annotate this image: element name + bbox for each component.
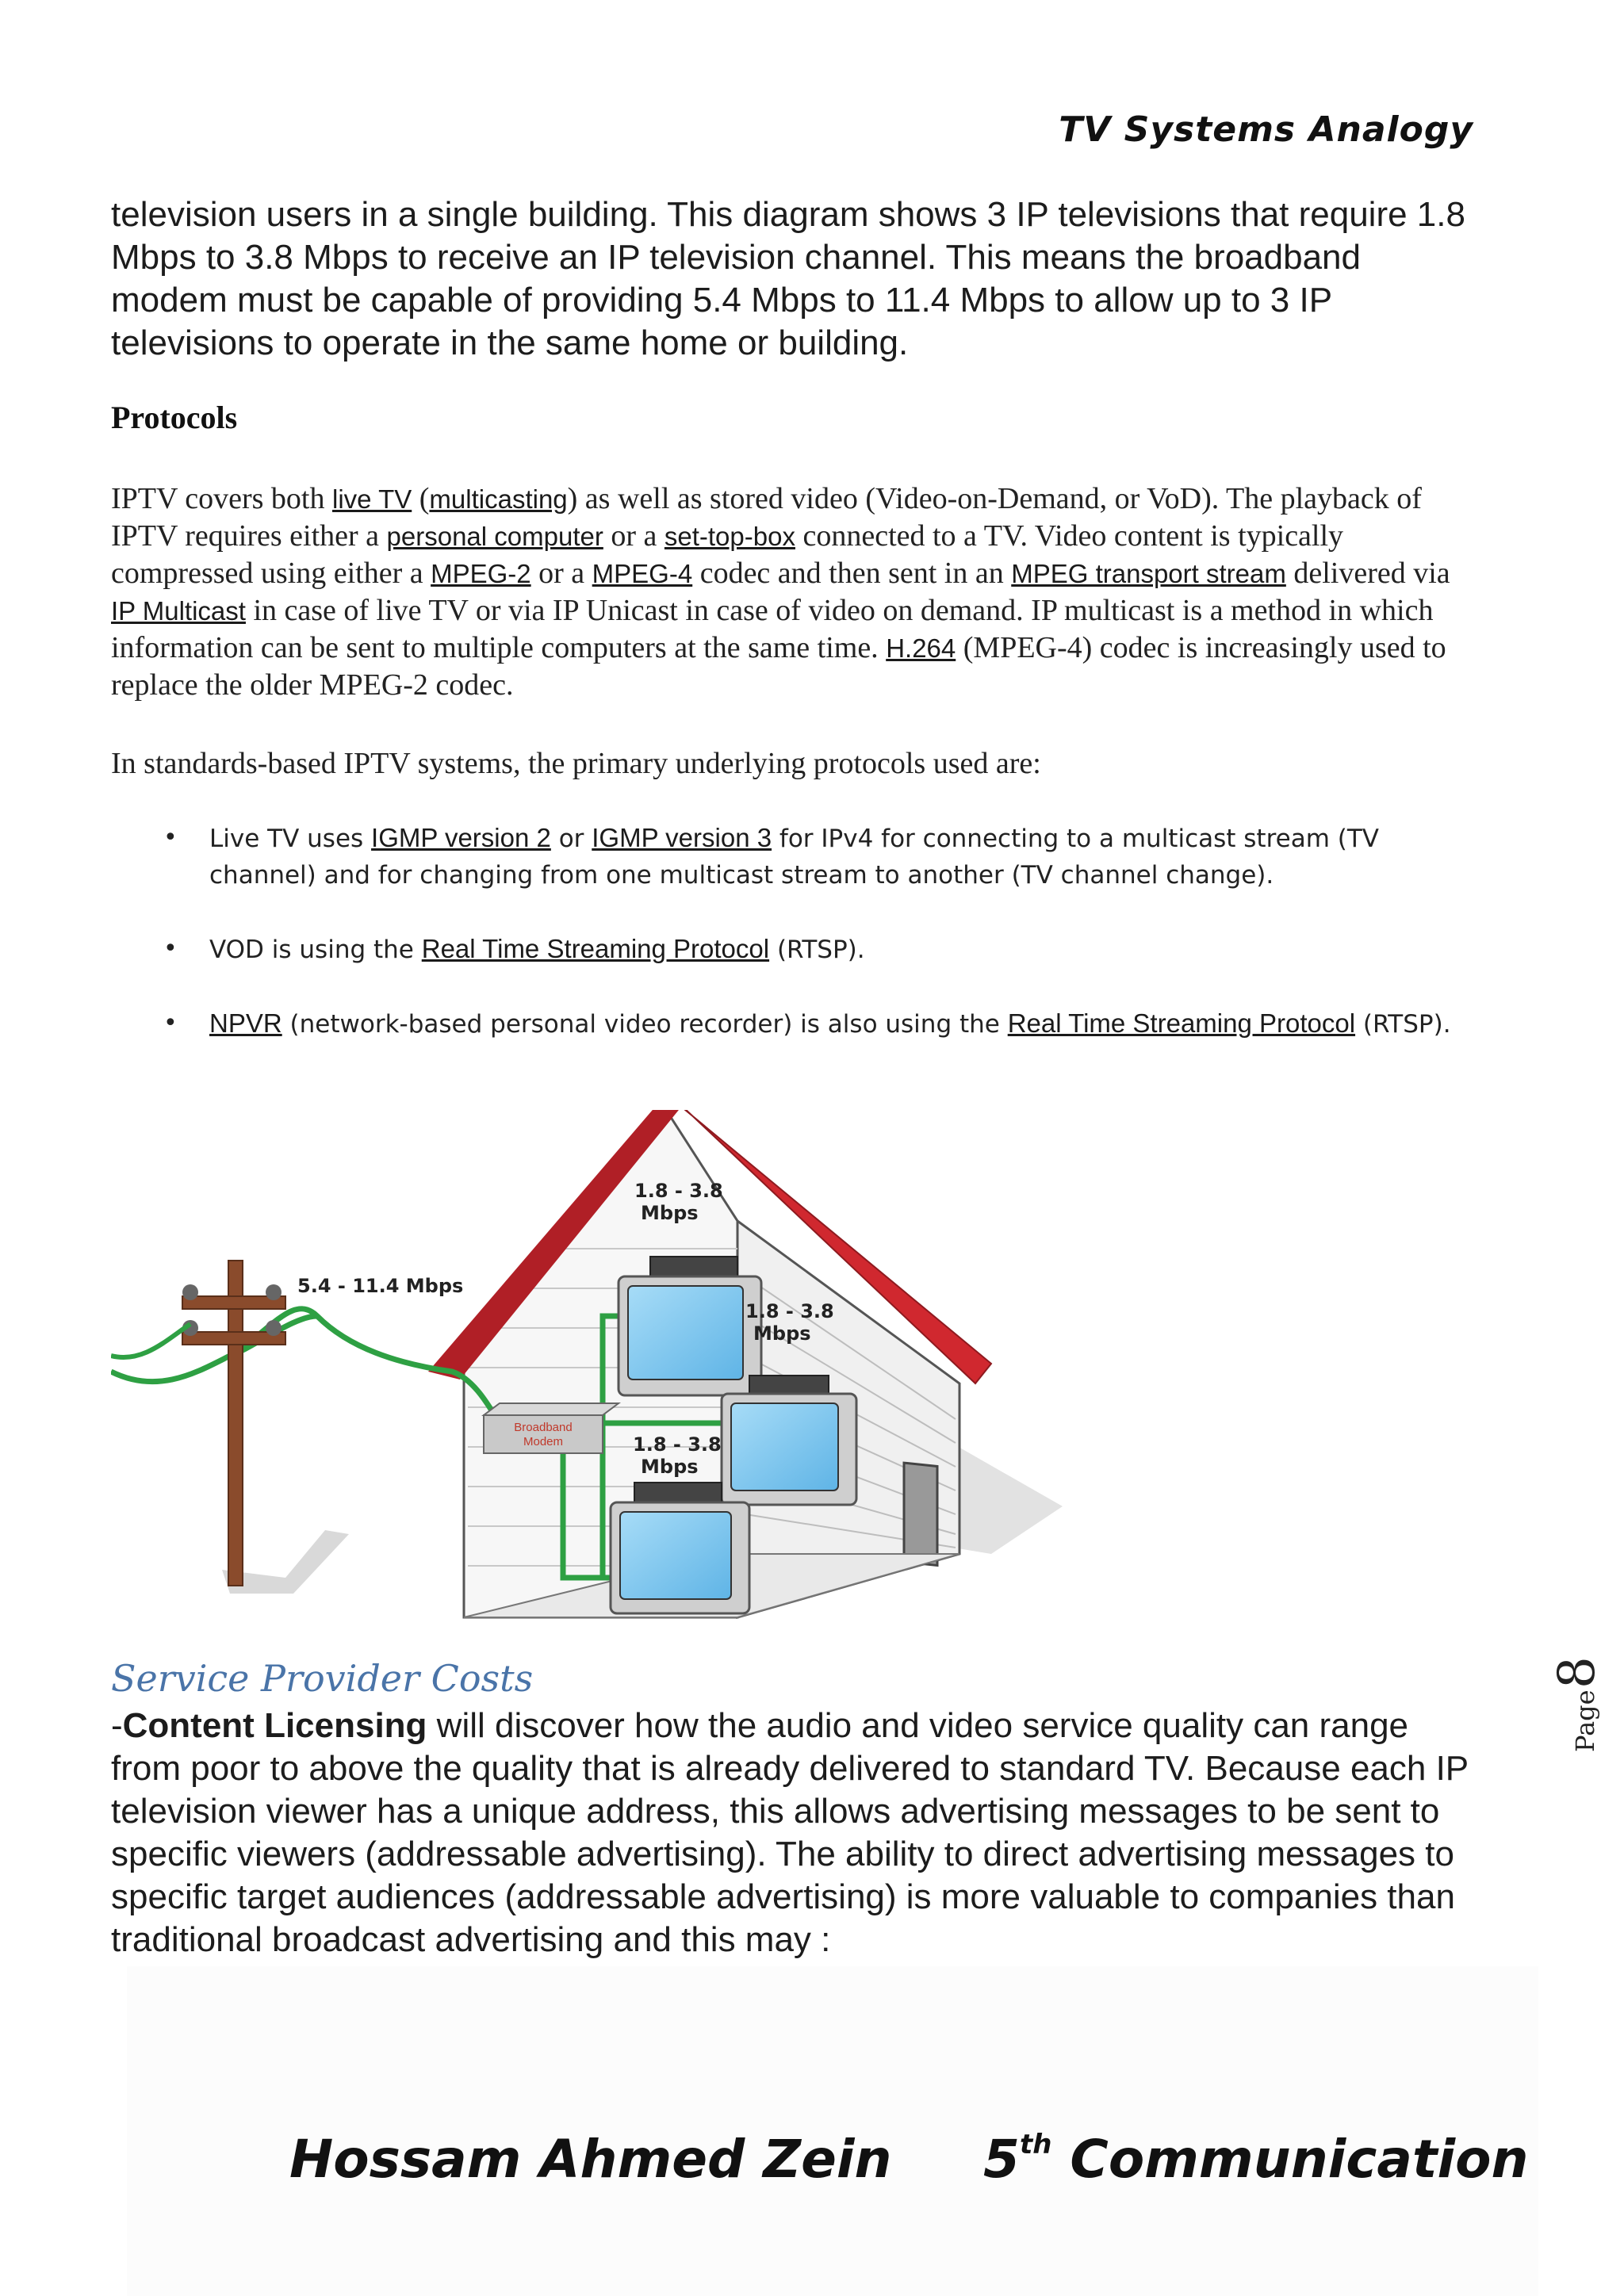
text: th [1019, 2129, 1052, 2160]
text: VOD is using the [209, 936, 422, 964]
link-mpeg-4[interactable]: MPEG-4 [592, 559, 693, 588]
text: will discover how the audio and video service quality can range from poor to above the quality that is already delivered to standard TV. Because each IP television viewer has a unique address, this allows advertising messages to be sent to specific viewers (addressable advertising). The ability to direct advertising messages to specific target audiences (addressable advertising) is more valuable to companies than traditional broadcast advertising and this may : [111, 1706, 1469, 1959]
intro-paragraph: television users in a single building. This diagram shows 3 IP televisions that require 1.8 Mbps to 3.8 Mbps to receive an IP television channel. This means the broadband modem must be capable of providing 5.4 Mbps to 11.4 Mbps to allow up to 3 IP televisions to operate in the same home or building. [111, 195, 1465, 362]
text: ( [412, 482, 430, 515]
text: delivered via [1285, 557, 1450, 590]
utility-pole [182, 1261, 285, 1586]
list-item [159, 820, 1491, 894]
link-npvr[interactable]: NPVR [209, 1008, 282, 1038]
text: or [550, 825, 592, 853]
bullet-icon: • [163, 824, 178, 851]
list-item [159, 1005, 1491, 1043]
page-label: Page [1570, 1689, 1600, 1752]
pole-rate-label: 5.4 - 11.4 Mbps [297, 1275, 464, 1297]
text: in case of live TV or via IP Unicast in case of video on demand. IP multicast is a method in which information can be sent to multiple computers at the same time. [111, 594, 1434, 664]
pole-cable [111, 1324, 190, 1357]
link-multicasting[interactable]: multicasting [429, 484, 568, 514]
standards-paragraph: In standards-based IPTV systems, the primary underlying protocols used are: [111, 747, 1041, 780]
link-set-top-box[interactable]: set-top-box [664, 522, 795, 551]
text: for IPv4 for connecting to a multicast stream (TV channel) and for changing from one multicast stream to another (TV channel change). [209, 825, 1379, 890]
link-mpeg-transport-stream[interactable]: MPEG transport stream [1011, 559, 1286, 588]
footer-author: Hossam Ahmed Zein [289, 2129, 892, 2190]
link-mpeg-2[interactable]: MPEG-2 [431, 559, 531, 588]
text: - [111, 1706, 123, 1745]
house-shadow [944, 1443, 1063, 1554]
iptv-house-diagram [111, 1110, 1071, 1625]
text: (RTSP). [1355, 1010, 1451, 1039]
link-personal-computer[interactable]: personal computer [386, 522, 603, 551]
text: connected to a TV. Video content is typically compressed using either a [111, 519, 1344, 590]
header-title: TV Systems Analogy [1059, 109, 1473, 150]
footer-class [983, 2129, 1528, 2190]
text: ) as well as stored video (Video-on-Demand, or VoD). The playback of IPTV requires either a [111, 482, 1422, 553]
text: codec and then sent in an [692, 557, 1012, 590]
tv2-rate-line1: 1.8 - 3.8 [745, 1300, 834, 1322]
text: Communication [1051, 2129, 1529, 2190]
text: (RTSP). [769, 936, 865, 964]
tv1-rate-line2: Mbps [641, 1202, 699, 1224]
ip-tv-1 [619, 1257, 761, 1395]
text: IPTV covers both [111, 482, 332, 515]
bullet-icon: • [163, 935, 178, 962]
broadband-modem [484, 1403, 619, 1453]
ip-tv-2 [722, 1376, 856, 1505]
protocol-list [159, 820, 1491, 1080]
link-rtsp[interactable]: Real Time Streaming Protocol [1007, 1008, 1356, 1038]
tv3-rate-line2: Mbps [641, 1456, 699, 1478]
modem-label-line1: Broadband [514, 1421, 573, 1434]
link-igmp-v2[interactable]: IGMP version 2 [371, 823, 551, 852]
link-h264[interactable]: H.264 [886, 633, 956, 663]
page-number-value: 8 [1548, 1656, 1607, 1689]
protocols-heading: Protocols [111, 400, 238, 435]
service-provider-costs-heading: Service Provider Costs [111, 1657, 534, 1700]
ip-tv-3 [611, 1483, 749, 1613]
tv3-rate-line1: 1.8 - 3.8 [633, 1433, 722, 1456]
text: or a [530, 557, 592, 590]
link-live-tv[interactable]: live TV [332, 484, 412, 514]
text: Live TV uses [209, 825, 372, 853]
list-item [159, 931, 1491, 968]
page-number [1530, 1641, 1618, 1760]
text: (network-based personal video recorder) is also using the [282, 1010, 1008, 1039]
text: 5 [983, 2129, 1020, 2190]
tv2-rate-line2: Mbps [753, 1322, 811, 1345]
service-paragraph [111, 1705, 1483, 1961]
text: (MPEG-4) codec is increasingly used to replace the older MPEG-2 codec. [111, 631, 1446, 702]
side-window [904, 1463, 937, 1565]
link-ip-multicast[interactable]: IP Multicast [111, 596, 246, 626]
link-rtsp[interactable]: Real Time Streaming Protocol [421, 934, 770, 963]
modem-label-line2: Modem [523, 1435, 564, 1448]
bullet-icon: • [163, 1009, 178, 1037]
iptv-paragraph [111, 480, 1475, 704]
link-igmp-v3[interactable]: IGMP version 3 [592, 823, 772, 852]
tv1-rate-line1: 1.8 - 3.8 [634, 1180, 723, 1202]
text: or a [603, 519, 665, 553]
content-licensing-term: Content Licensing [122, 1706, 427, 1745]
